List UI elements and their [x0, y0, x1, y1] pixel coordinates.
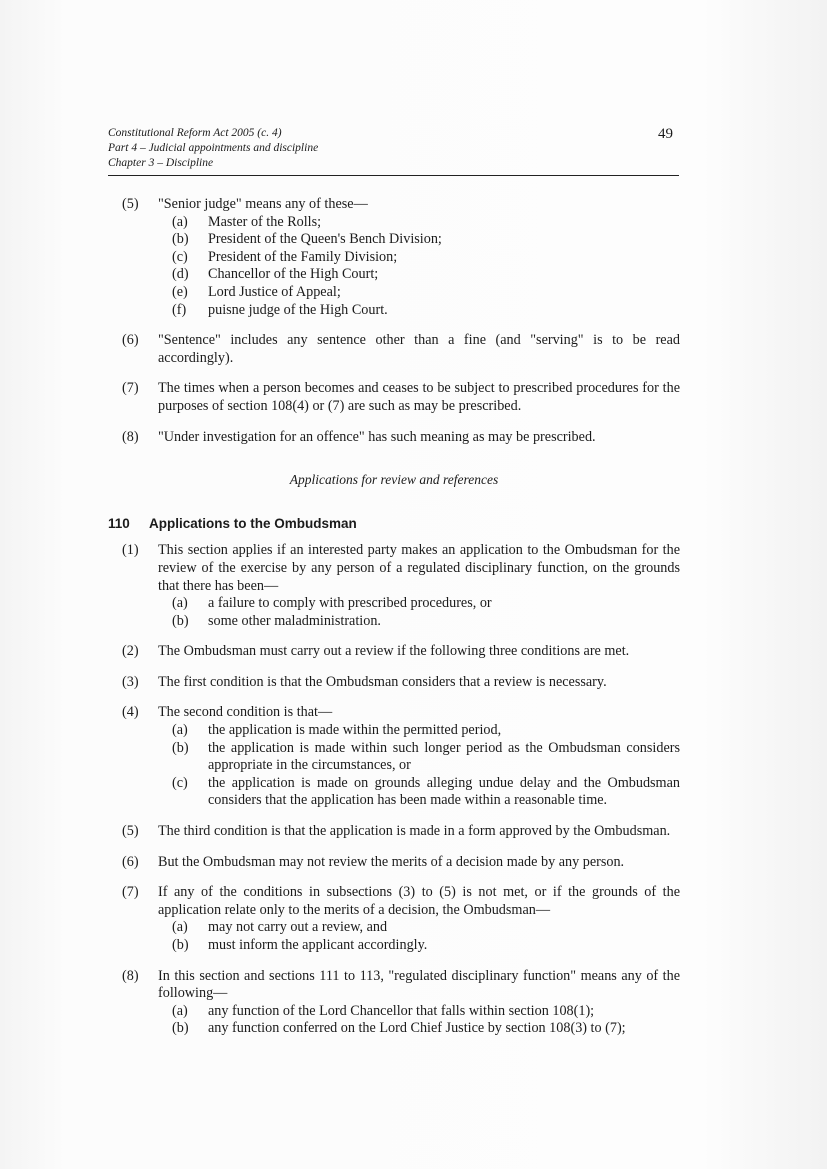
item-text: the application is made within such longer period as the Ombudsman considers appropriate in the circumstances, or: [208, 739, 680, 774]
item-list: [158, 722, 680, 810]
subsection-text: In this section and sections 111 to 113, "regulated disciplinary function" means any of the following—: [158, 967, 680, 1002]
subsection: [108, 380, 680, 415]
item-label: (d): [172, 266, 189, 283]
item-label: (a): [172, 1002, 188, 1019]
list-item: [158, 284, 680, 302]
subsection: [108, 542, 680, 630]
list-item: [158, 302, 680, 320]
item-text: the application is made on grounds alleging undue delay and the Ombudsman considers that the application has been made within a reasonable time.: [208, 774, 680, 809]
subsection: [108, 332, 680, 367]
subsection-text: The Ombudsman must carry out a review if the following three conditions are met.: [158, 643, 630, 660]
item-text: puisne judge of the High Court.: [208, 301, 388, 318]
subsection: [108, 643, 680, 661]
item-list: [158, 214, 680, 320]
subsection: [108, 884, 680, 954]
list-item: [158, 722, 680, 740]
section-number: 110: [108, 515, 130, 531]
subsection-number: (5): [122, 196, 139, 212]
list-item: [158, 919, 680, 937]
paragraphs-top: [108, 196, 680, 446]
section-heading: [108, 515, 680, 533]
item-label: (a): [172, 595, 188, 612]
subsection-text: "Under investigation for an offence" has such meaning as may be prescribed.: [158, 428, 596, 445]
list-item: [158, 595, 680, 613]
subsection-number: (7): [122, 380, 139, 397]
page-number: 49: [658, 126, 673, 142]
item-text: President of the Family Division;: [208, 248, 398, 265]
item-label: (a): [172, 722, 188, 739]
item-label: (e): [172, 283, 188, 300]
list-item: [158, 1003, 680, 1021]
section-title: Applications to the Ombudsman: [149, 515, 357, 531]
item-list: [158, 919, 680, 954]
item-label: (c): [172, 248, 188, 265]
item-text: some other maladministration.: [208, 612, 381, 629]
subsection-text: But the Ombudsman may not review the merits of a decision made by any person.: [158, 853, 625, 870]
list-item: [158, 249, 680, 267]
subsection-text: The second condition is that—: [158, 704, 333, 721]
item-list: [158, 1003, 680, 1038]
item-label: (a): [172, 919, 188, 936]
subsection-number: (1): [122, 542, 139, 559]
item-text: a failure to comply with prescribed procedures, or: [208, 595, 492, 612]
part-title: Part 4 – Judicial appointments and discipline: [108, 142, 319, 154]
item-label: (a): [172, 213, 188, 230]
item-list: [158, 595, 680, 630]
subsection-number: (8): [122, 967, 139, 984]
subsection-number: (5): [122, 823, 139, 840]
paragraphs-section: [108, 542, 680, 1038]
subsection-text: If any of the conditions in subsections (3) to (5) is not met, or if the grounds of the application relate only to the merits of a decision, the Ombudsman—: [158, 884, 680, 918]
subsection: [108, 196, 680, 319]
list-item: [158, 266, 680, 284]
subsection: [108, 854, 680, 872]
item-text: President of the Queen's Bench Division;: [208, 231, 442, 248]
subsection-text: The times when a person becomes and ceases to be subject to prescribed procedures for the purposes of section 108(4) or (7) are such as may be prescribed.: [158, 380, 680, 414]
subsection-number: (6): [122, 853, 139, 870]
list-item: [158, 937, 680, 955]
list-item: [158, 740, 680, 775]
subsection-number: (7): [122, 884, 139, 901]
subsection-number: (2): [122, 643, 139, 660]
item-label: (b): [172, 937, 189, 953]
subsection-text: The first condition is that the Ombudsman considers that a review is necessary.: [158, 673, 607, 690]
item-label: (b): [172, 612, 189, 629]
cross-heading: Applications for review and references: [289, 472, 499, 488]
item-text: may not carry out a review, and: [208, 919, 388, 936]
item-label: (f): [172, 301, 187, 318]
running-header: [108, 126, 678, 171]
item-label: (b): [172, 739, 189, 756]
item-text: any function of the Lord Chancellor that falls within section 108(1);: [208, 1002, 595, 1019]
item-text: must inform the applicant accordingly.: [208, 937, 428, 953]
item-label: (c): [172, 774, 188, 791]
item-label: (b): [172, 1020, 189, 1037]
subsection-number: (6): [122, 332, 139, 349]
subsection: [108, 823, 680, 841]
list-item: [158, 214, 680, 232]
list-item: [158, 775, 680, 810]
item-text: any function conferred on the Lord Chief Justice by section 108(3) to (7);: [208, 1020, 626, 1037]
subsection-number: (3): [122, 673, 139, 690]
header-divider: [108, 175, 679, 176]
item-text: Chancellor of the High Court;: [208, 266, 379, 283]
item-label: (b): [172, 231, 189, 248]
chapter-title: Chapter 3 – Discipline: [108, 157, 214, 169]
subsection-text: This section applies if an interested party makes an application to the Ombudsman for the review of the exercise by any person of a regulated disciplinary function, on the grounds that there has been—: [158, 542, 680, 594]
subsection: [108, 704, 680, 810]
subsection-text: "Sentence" includes any sentence other than a fine (and "serving" is to be read accordingly).: [158, 332, 680, 366]
subsection-number: (4): [122, 704, 139, 721]
item-text: the application is made within the permitted period,: [208, 722, 502, 739]
act-title: Constitutional Reform Act 2005 (c. 4): [108, 127, 282, 139]
item-text: Lord Justice of Appeal;: [208, 283, 341, 300]
list-item: [158, 231, 680, 249]
item-text: Master of the Rolls;: [208, 213, 322, 230]
subsection: [108, 429, 680, 447]
subsection: [108, 674, 680, 692]
document-body: [108, 196, 680, 1051]
subsection-text: "Senior judge" means any of these—: [158, 196, 368, 212]
subsection-number: (8): [122, 428, 139, 445]
subsection-text: The third condition is that the application is made in a form approved by the Ombudsman.: [158, 823, 671, 840]
list-item: [158, 1020, 680, 1038]
subsection: [108, 968, 680, 1038]
list-item: [158, 613, 680, 631]
